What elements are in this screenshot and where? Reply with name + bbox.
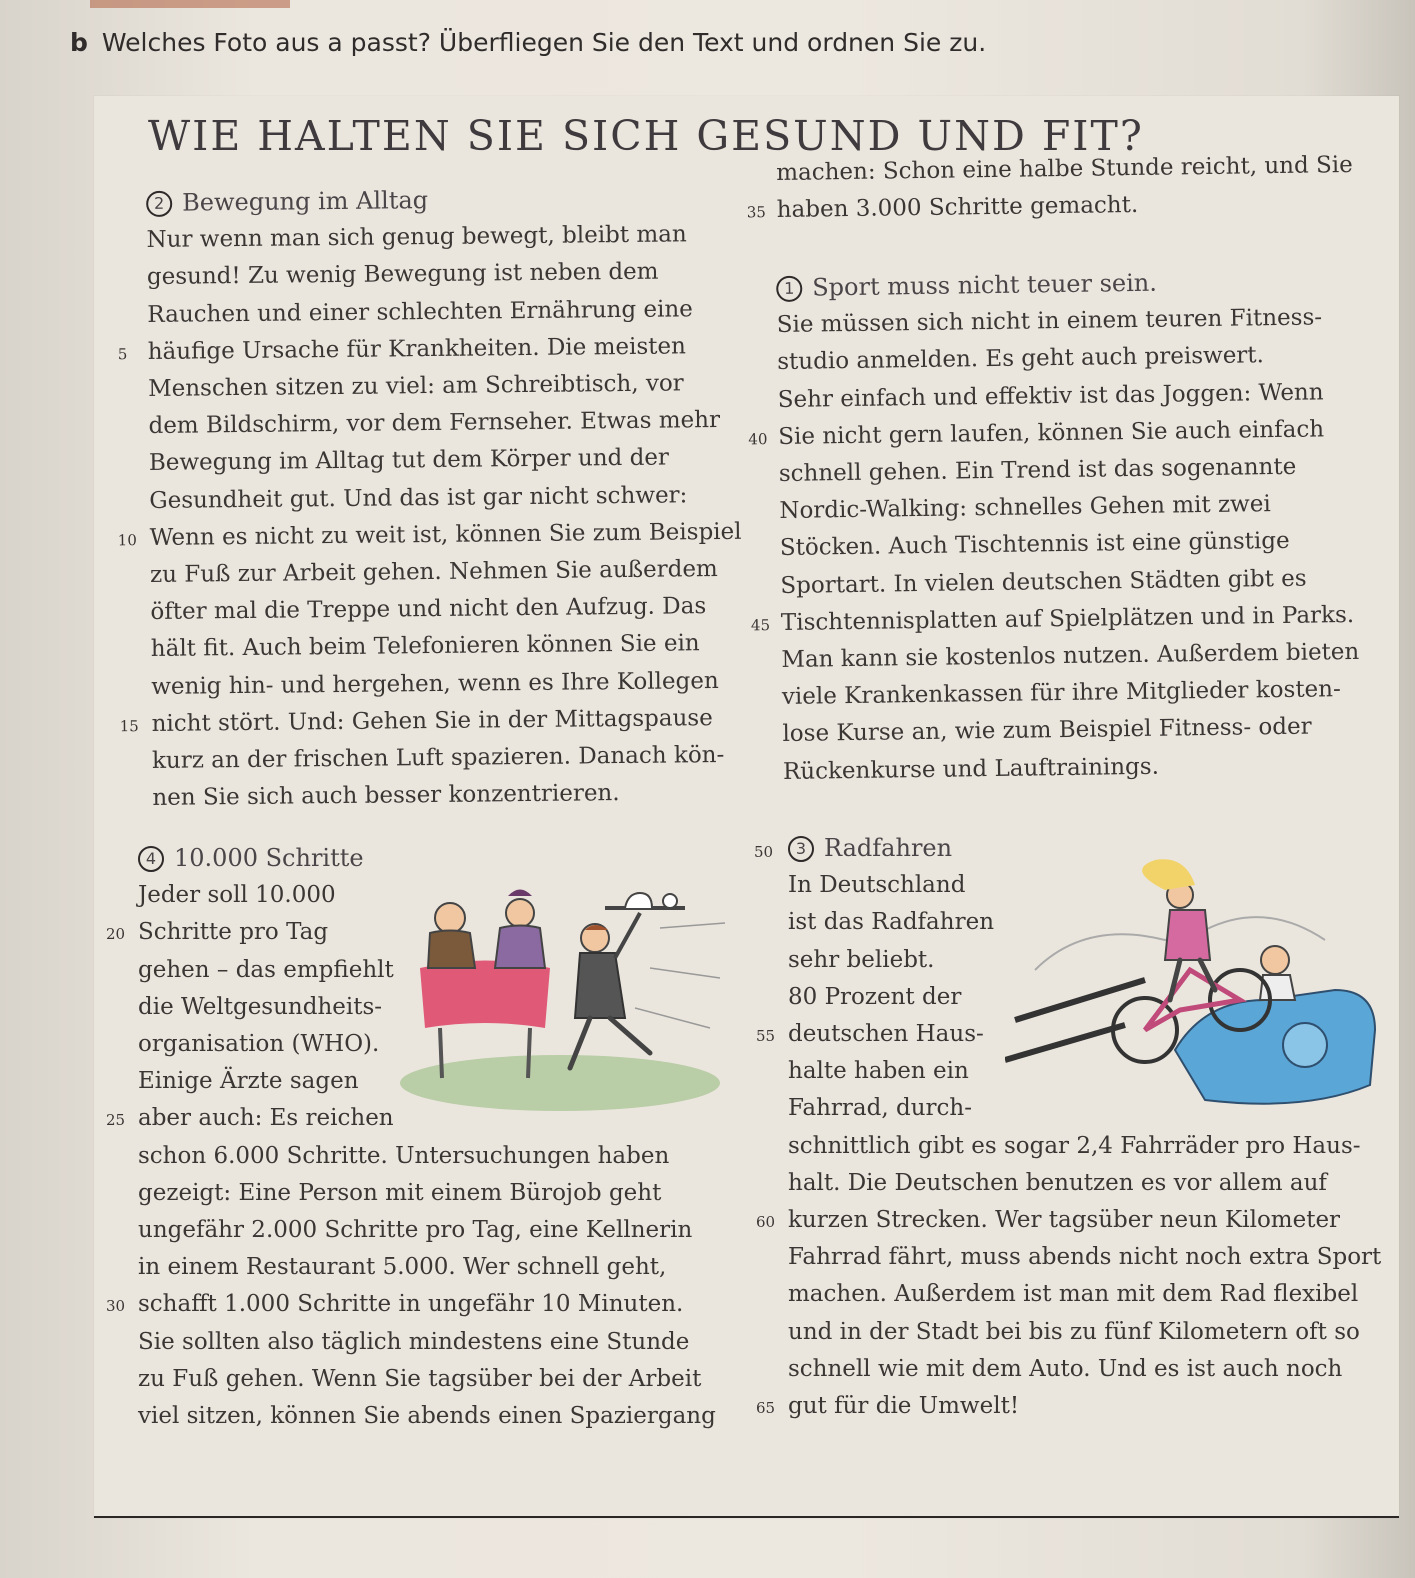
text-line: wenig hin- und hergehen, wenn es Ihre Kollegen [151,667,719,700]
text-line: kurz an der frischen Luft spazieren. Danach kön- [151,742,725,775]
text-line: ist das Radfahren [788,909,995,936]
line-number: 65 [756,1399,776,1418]
text-line: die Weltgesundheits- [138,993,383,1020]
text-line: 65 gut für die Umwelt! [788,1388,1381,1425]
section-bewegung [117,179,744,818]
text-line: dem Bildschirm, vor dem Fernseher. Etwas mehr [148,407,721,440]
text-line: organisation (WHO). [138,1031,380,1058]
text-line: Nordic-Walking: schnelles Gehen mit zwei [779,491,1271,525]
line-number: 15 [119,716,139,736]
text-line: Sportart. In vielen deutschen Städten gibt es [780,565,1307,599]
text-line: sehr beliebt. [788,946,935,973]
text-line: öfter mal die Treppe und nicht den Aufzug. Das [150,593,707,626]
text-line: zu Fuß zur Arbeit gehen. Nehmen Sie außerdem [149,556,718,589]
text-line: Fahrrad, durch- [788,1095,972,1122]
text-line: zu Fuß gehen. Wenn Sie tagsüber bei der Arbeit [138,1365,702,1392]
section-schritte-continued [746,147,1354,229]
text-line: Man kann sie kostenlos nutzen. Außerdem bieten [781,638,1360,673]
text-line: schnell gehen. Ein Trend ist das sogenannte [778,453,1297,487]
line-number: 55 [756,1027,776,1046]
line-number: 5 [117,345,128,364]
line-number: 20 [106,925,126,944]
text-line: 80 Prozent der [788,983,962,1010]
text-line: 20 Schritte pro Tag [138,914,716,951]
text-line: 35 haben 3.000 Schritte gemacht. [777,184,1354,229]
text-line: 45 Tischtennisplatten auf Spielplätzen und in Parks. [781,597,1359,642]
text-line: 15 nicht stört. Und: Gehen Sie in der Mittagspause [151,700,743,743]
line-number: 35 [746,203,767,222]
text-line: 10 Wenn es nicht zu weit ist, können Sie zum Beispiel [150,514,742,557]
text-line: Rückenkurse und Lauftrainings. [782,753,1160,785]
line-number: 30 [106,1297,126,1316]
section-heading: 4 10.000 Schritte [138,840,716,877]
text-line: schon 6.000 Schritte. Untersuchungen haben [138,1142,670,1169]
text-line: 60 kurzen Strecken. Wer tagsüber neun Kilometer [788,1202,1381,1239]
text-line: 30 schafft 1.000 Schritte in ungefähr 10 Minuten. [138,1286,716,1323]
text-line: Sie müssen sich nicht in einem teuren Fitness- [776,304,1323,339]
text-line: gezeigt: Eine Person mit einem Bürojob geht [138,1179,662,1206]
text-line: studio anmelden. Es geht auch preiswert. [777,342,1265,376]
text-line: machen. Außerdem ist man mit dem Rad flexibel [788,1281,1359,1308]
text-line: 25 aber auch: Es reichen [138,1100,716,1137]
previous-photo-edge [90,0,290,8]
text-line: Fahrrad fährt, muss abends nicht noch extra Sport [788,1244,1382,1271]
text-line: Gesundheit gut. Und das ist gar nicht schwer: [149,481,688,514]
line-number: 25 [106,1111,126,1130]
text-line: hält fit. Auch beim Telefonieren können Sie ein [150,630,700,663]
task-instruction [70,28,986,57]
text-line: machen: Schon eine halbe Stunde reicht, und Sie [776,151,1353,186]
task-letter: b [70,28,88,57]
article-title: WIE HALTEN SIE SICH GESUND UND FIT? [148,112,1144,160]
text-line: viele Krankenkassen für ihre Mitglieder kosten- [781,676,1341,711]
text-line: Sehr einfach und effektiv ist das Joggen: Wenn [777,378,1324,413]
text-line: In Deutschland [788,872,966,899]
text-line: Rauchen und einer schlechten Ernährung eine [147,295,693,328]
text-line: und in der Stadt bei bis zu fünf Kilometern oft so [788,1318,1360,1345]
text-line: Menschen sitzen zu viel: am Schreibtisch, vor [148,370,684,403]
text-line: Einige Ärzte sagen [138,1068,359,1095]
text-line: nen Sie sich auch besser konzentrieren. [152,780,620,812]
section-heading: 2 Bewegung im Alltag [146,179,738,222]
section-number-badge: 4 [138,846,164,872]
text-line: gehen – das empfiehlt [138,956,394,983]
text-line: 40 Sie nicht gern laufen, können Sie auch einfach [778,411,1356,456]
restaurant-waitress-illustration [390,868,730,1118]
section-heading: 50 3 Radfahren [788,830,1381,867]
text-line: 55 deutschen Haus- [788,1016,1381,1053]
text-line: halt. Die Deutschen benutzen es vor allem auf [788,1169,1327,1196]
text-line: in einem Restaurant 5.000. Wer schnell geht, [138,1254,667,1281]
text-line: viel sitzen, können Sie abends einen Spaziergang [138,1403,716,1430]
line-number: 10 [117,530,137,550]
text-line: Jeder soll 10.000 [138,882,336,909]
section-heading: 1 Sport muss nicht teuer sein. [776,262,1354,307]
section-number-badge: 3 [788,836,814,862]
task-text: Welches Foto aus a passt? Überfliegen Sie den Text und ordnen Sie zu. [101,28,987,57]
text-line: ungefähr 2.000 Schritte pro Tag, eine Kellnerin [138,1217,693,1244]
line-number: 60 [756,1213,776,1232]
line-number: 45 [750,615,771,635]
text-line: gesund! Zu wenig Bewegung ist neben dem [146,259,659,291]
text-line: schnittlich gibt es sogar 2,4 Fahrräder pro Haus- [788,1132,1361,1159]
line-number: 50 [754,843,774,861]
line-number: 40 [748,429,768,449]
text-line: schnell wie mit dem Auto. Und es ist auch noch [788,1355,1343,1382]
section-number-badge: 2 [146,191,172,217]
section-sport [748,262,1361,791]
text-line: Stöcken. Auch Tischtennis ist eine günstige [779,528,1290,562]
text-line: 5 häufige Ursache für Krankheiten. Die meisten [148,328,740,371]
section-number-badge: 1 [776,276,802,302]
text-line: lose Kurse an, wie zum Beispiel Fitness- oder [782,714,1312,748]
text-line: Nur wenn man sich genug bewegt, bleibt man [146,221,687,254]
cyclist-and-car-illustration [1005,850,1390,1120]
text-line: halte haben ein [788,1058,969,1085]
text-line: Bewegung im Alltag tut dem Körper und der [148,444,670,477]
text-line: Sie sollten also täglich mindestens eine Stunde [138,1328,690,1355]
